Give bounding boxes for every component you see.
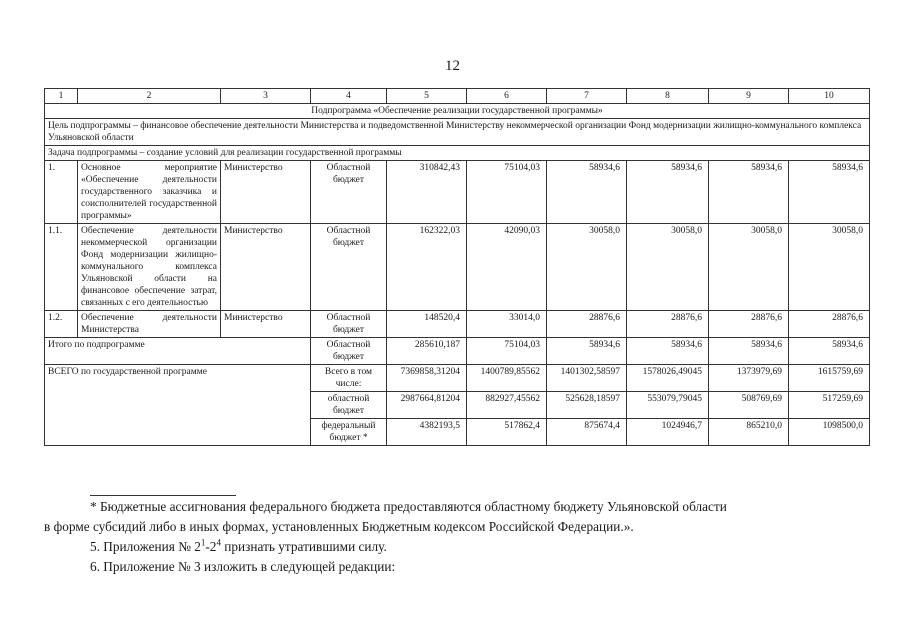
value-cell: 1401302,58597 [547,365,627,392]
value-cell: 30058,0 [627,224,709,311]
funding-source: федеральный бюджет * [311,419,387,446]
paragraph-item-6: 6. Приложение № 3 изложить в следующей редакции: [90,559,396,574]
total-label: ВСЕГО по государственной программе [45,365,311,446]
value-cell: 525628,18597 [547,392,627,419]
value-cell: 162322,03 [387,224,467,311]
item5-dash: -2 [205,539,217,554]
funding-source: Областной бюджет [311,338,387,365]
item5-text-b: признать утратившими силу. [220,539,387,554]
subtotal-row [45,338,870,365]
total-row [45,365,870,392]
column-number: 1 [45,89,78,104]
value-cell: 58934,6 [789,161,870,224]
value-cell: 58934,6 [547,338,627,365]
value-cell: 310842,43 [387,161,467,224]
paragraph-item-5 [90,539,387,555]
value-cell: 33014,0 [467,311,547,338]
value-cell: 1400789,85562 [467,365,547,392]
column-number: 6 [467,89,547,104]
value-cell: 1024946,7 [627,419,709,446]
subprogram-title-row [45,104,870,119]
goal-row [45,119,870,146]
activity-name: Основное мероприятие «Обеспечение деятельности государственного заказчика и соисполнителей государственной программы» [78,161,221,224]
activity-name: Обеспечение деятельности некоммерческой организации Фонд модернизации жилищно-коммунального комплекса Ульяновской области на финансовое обеспечение затрат, связанных с его деятельностью [78,224,221,311]
item5-sup-2: 4 [216,537,221,548]
value-cell: 58934,6 [709,161,789,224]
task-row [45,146,870,161]
table-row [45,224,870,311]
value-cell: 30058,0 [789,224,870,311]
value-cell: 28876,6 [547,311,627,338]
value-cell: 30058,0 [709,224,789,311]
executor: Министерство [221,161,311,224]
value-cell: 2987664,81204 [387,392,467,419]
value-cell: 75104,03 [467,161,547,224]
column-number: 5 [387,89,467,104]
column-number: 4 [311,89,387,104]
funding-source: Всего в том числе: [311,365,387,392]
value-cell: 28876,6 [709,311,789,338]
funding-source: областной бюджет [311,392,387,419]
value-cell: 1098500,0 [789,419,870,446]
value-cell: 508769,69 [709,392,789,419]
footnote-divider [90,495,236,496]
value-cell: 28876,6 [789,311,870,338]
value-cell: 553079,79045 [627,392,709,419]
column-number: 10 [789,89,870,104]
funding-source: Областной бюджет [311,161,387,224]
activity-name: Обеспечение деятельности Министерства [78,311,221,338]
value-cell: 28876,6 [627,311,709,338]
subtotal-label: Итого по подпрограмме [45,338,311,365]
footnote-line-2: в форме субсидий либо в иных формах, установленных Бюджетным кодексом Российской Федерации.». [44,519,634,534]
budget-table [44,88,870,446]
column-number: 8 [627,89,709,104]
value-cell: 7369858,31204 [387,365,467,392]
subprogram-task: Задача подпрограммы – создание условий для реализации государственной программы [45,146,870,161]
footnote-line-1: * Бюджетные ассигнования федерального бюджета предоставляются областному бюджету Ульяновской области [90,499,727,514]
row-number: 1.1. [45,224,78,311]
value-cell: 1615759,69 [789,365,870,392]
item5-sup-1: 1 [200,537,206,548]
value-cell: 517862,4 [467,419,547,446]
value-cell: 875674,4 [547,419,627,446]
value-cell: 30058,0 [547,224,627,311]
value-cell: 285610,187 [387,338,467,365]
funding-source: Областной бюджет [311,224,387,311]
value-cell: 1373979,69 [709,365,789,392]
value-cell: 75104,03 [467,338,547,365]
value-cell: 58934,6 [627,161,709,224]
funding-source: Областной бюджет [311,311,387,338]
subprogram-title: Подпрограмма «Обеспечение реализации государственной программы» [45,104,870,119]
row-number: 1. [45,161,78,224]
executor: Министерство [221,311,311,338]
value-cell: 882927,45562 [467,392,547,419]
page-number: 12 [445,58,460,74]
value-cell: 58934,6 [709,338,789,365]
column-number-row [45,89,870,104]
executor: Министерство [221,224,311,311]
value-cell: 148520,4 [387,311,467,338]
value-cell: 58934,6 [627,338,709,365]
row-number: 1.2. [45,311,78,338]
column-number: 9 [709,89,789,104]
item5-text-a: 5. Приложения № 2 [90,539,201,554]
table-row [45,161,870,224]
value-cell: 58934,6 [547,161,627,224]
subprogram-goal: Цель подпрограммы – финансовое обеспечение деятельности Министерства и подведомственной Министерству некоммерческой организации Фонд модернизации жилищно-коммунального комплекса Ульяновской области [45,119,870,146]
value-cell: 4382193,5 [387,419,467,446]
value-cell: 517259,69 [789,392,870,419]
column-number: 7 [547,89,627,104]
table-row [45,311,870,338]
value-cell: 1578026,49045 [627,365,709,392]
column-number: 2 [78,89,221,104]
value-cell: 865210,0 [709,419,789,446]
value-cell: 42090,03 [467,224,547,311]
column-number: 3 [221,89,311,104]
value-cell: 58934,6 [789,338,870,365]
